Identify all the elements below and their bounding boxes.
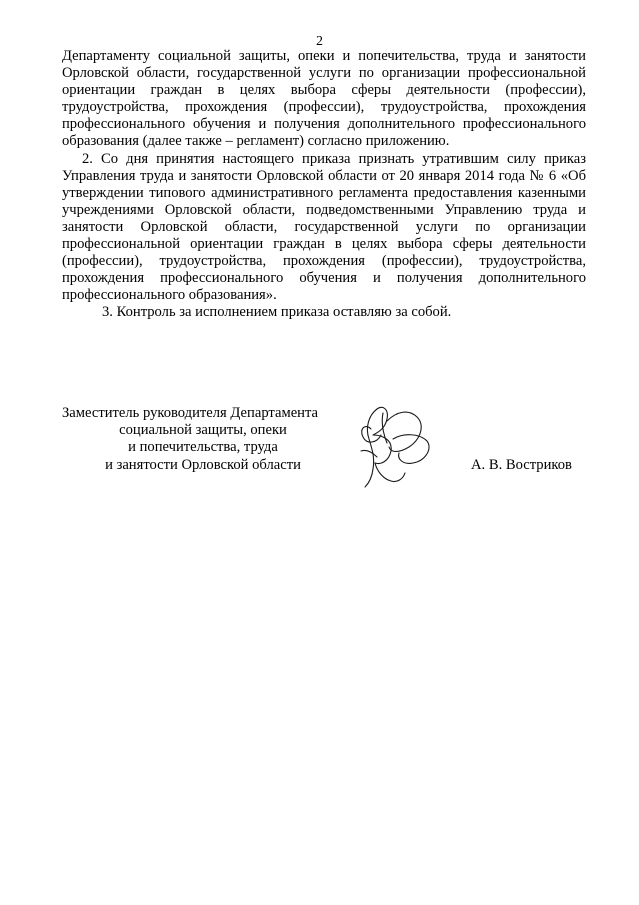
position-line-1: Заместитель руководителя Департамента xyxy=(62,405,319,421)
signature-block xyxy=(62,405,582,485)
document-body xyxy=(62,48,586,322)
position-line-4: и занятости Орловской области xyxy=(105,456,301,473)
paragraph-2: 2. Со дня принятия настоящего приказа признать утратившим силу приказ Управления труда и занятости Орловской области от 20 января 2014 года № 6 «Об утверждении типового административного регламента предоставления казенными учреждениями Орловской области, подведомственными Управлению труда и занятости Орловской области, государственной услуги по организации профессиональной ориентации граждан в целях выбора сферы деятельности (профессии), трудоустройства, прохождения (профессии), трудоустройства, прохождения профессионального обучения и получения дополнительного профессионального образования». xyxy=(62,150,586,304)
signatory-name: А. В. Востриков xyxy=(471,457,572,473)
signatory-position xyxy=(62,405,344,474)
position-line-3: и попечительства, труда xyxy=(128,439,278,456)
position-line-2: социальной защиты, опеки xyxy=(119,422,287,439)
handwritten-signature xyxy=(347,399,443,495)
paragraph-3: 3. Контроль за исполнением приказа оставляю за собой. xyxy=(102,304,452,321)
page-number: 2 xyxy=(316,34,323,49)
paragraph-continuation: Департаменту социальной защиты, опеки и попечительства, труда и занятости Орловской области, государственной услуги по организации профессиональной ориентации граждан в целях выбора сферы деятельности (профессии), трудоустройства, прохождения (профессии), трудоустройства, прохождения профессионального обучения и получения дополнительного профессионального образования (далее также – регламент) согласно приложению. xyxy=(62,48,586,150)
